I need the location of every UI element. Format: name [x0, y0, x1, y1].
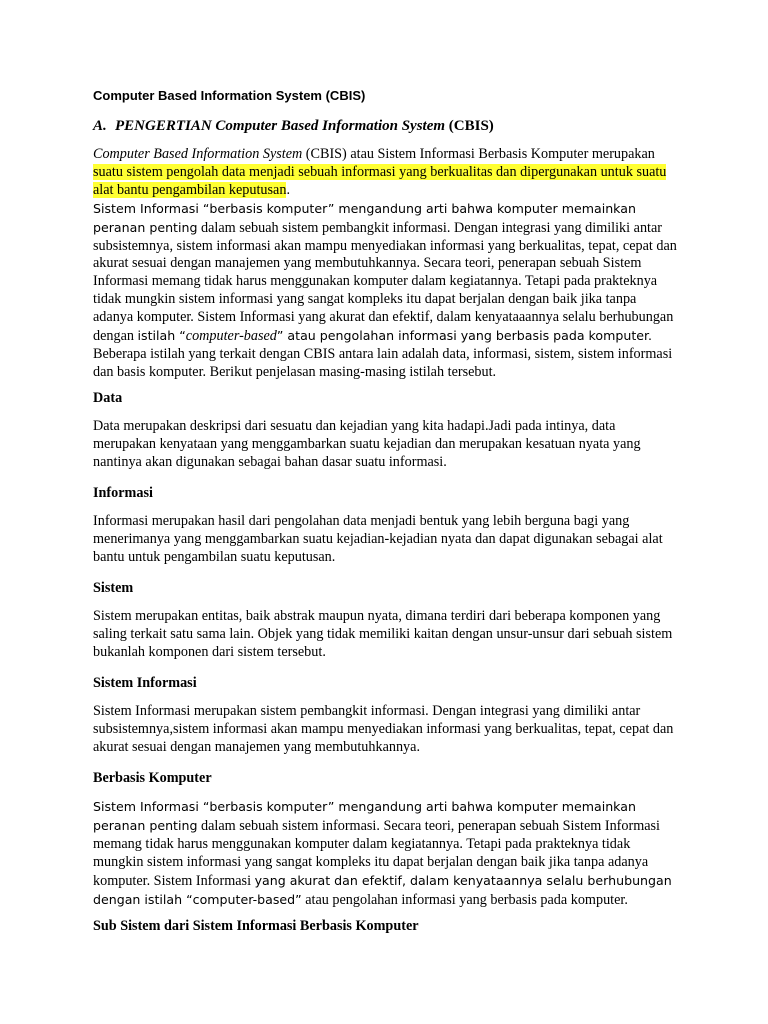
berbasis-alt-1: Sistem Informasi “berbasis komputer” mengandung arti bahwa komputer memainkan peranan penting [93, 799, 636, 833]
berbasis-text-2: atau pengolahan informasi yang berbasis pada komputer. [301, 891, 628, 908]
paragraph-data: Data merupakan deskripsi dari sesuatu dan kejadian yang kita hadapi.Jadi pada intinya, data merupakan kenyataan yang menggambarkan suatu kejadian dan merupakan kesatuan nyata yang nantinya akan digunakan sebagai bahan dasar suatu informasi. [93, 418, 641, 470]
paragraph-sistem: Sistem merupakan entitas, baik abstrak maupun nyata, dimana terdiri dari beberapa komponen yang saling terkait satu sama lain. Objek yang tidak memiliki kaitan dengan unsur-unsur dari sebuah sistem bukanlah komponen dari sistem tersebut. [93, 608, 673, 660]
intro-lead: (CBIS) atau Sistem Informasi Berbasis Komputer merupakan [302, 146, 655, 162]
heading-sistem-informasi: Sistem Informasi [93, 675, 197, 691]
berbasis-alt-2: yang akurat dan efektif, dalam kenyataannya selalu berhubungan dengan istilah “computer-based” [93, 872, 672, 907]
heading-informasi: Informasi [93, 485, 153, 501]
intro2-text-2: Beberapa istilah yang terkait dengan CBIS antara lain adalah data, informasi, sistem, sistem informasi dan basis komputer. Berikut penjelasan masing-masing istilah tersebut. [93, 345, 673, 380]
intro-highlight: suatu sistem pengolah data menjadi sebuah informasi yang berkualitas dan dipergunakan untuk suatu alat bantu pengambilan keputusan [93, 163, 667, 198]
intro2-text-1: dalam sebuah sistem pembangkit informasi. Dengan integrasi yang dimiliki antar subsistemnya, sistem informasi akan mampu menyediakan informasi yang berkualitas, tepat, cepat dan akurat sesuai dengan manajemen yang membutuhkannya. Secara teori, penerapan sebuah Sistem Informasi memang tidak harus menggunakan komputer dalam kegiatannya. Tetapi pada prakteknya tidak mungkin sistem informasi yang sangat kompleks itu dapat berjalan dengan baik jika tanpa adanya komputer. Sistem Informasi yang akurat dan efektif, dalam kenyataaannya selalu berhubungan dengan [93, 219, 677, 345]
heading-berbasis-komputer: Berbasis Komputer [93, 770, 212, 786]
section-number: A. [93, 118, 107, 134]
heading-sub-sistem: Sub Sistem dari Sistem Informasi Berbasis Komputer [93, 918, 419, 934]
heading-sistem: Sistem [93, 580, 134, 596]
document-title: Computer Based Information System (CBIS) [93, 88, 366, 103]
section-heading [93, 118, 494, 135]
heading-data: Data [93, 390, 123, 406]
paragraph-informasi: Informasi merupakan hasil dari pengolahan data menjadi bentuk yang lebih berguna bagi yang menerimanya yang menggambarkan suatu kejadian-kejadian nyata dan dapat digunakan sebagai alat bantu untuk pengambilan suatu keputusan. [93, 513, 663, 565]
berbasis-text-1: dalam sebuah sistem informasi. Secara teori, penerapan sebuah Sistem Informasi memang tidak harus menggunakan komputer dalam kegiatannya. Tetapi pada prakteknya tidak mungkin sistem informasi yang sangat kompleks itu dapat berjalan dengan baik jika tanpa adanya komputer. Sistem Informasi [93, 817, 660, 889]
intro-end: . [286, 181, 290, 198]
intro2-alt-2: istilah “ [137, 328, 186, 344]
section-heading-italic: PENGERTIAN Computer Based Information System [115, 118, 446, 134]
paragraph-sistem-informasi: Sistem Informasi merupakan sistem pembangkit informasi. Dengan integrasi yang dimiliki antar subsistemnya,sistem informasi akan mampu menyediakan informasi yang berkualitas, tepat, cepat dan akurat sesuai dengan manajemen yang membutuhkannya. [93, 703, 674, 755]
paragraph-berbasis-komputer [93, 798, 679, 909]
intro-paragraph [93, 146, 679, 382]
intro2-alt-3: ” atau pengolahan informasi yang berbasis pada komputer. [276, 328, 653, 344]
section-heading-suffix: (CBIS) [445, 118, 494, 134]
intro2-alt-1: Sistem Informasi “berbasis komputer” mengandung arti bahwa komputer memainkan peranan penting [93, 200, 636, 235]
intro2-italic: computer-based [185, 328, 277, 345]
intro-italic: Computer Based Information System [93, 146, 303, 162]
